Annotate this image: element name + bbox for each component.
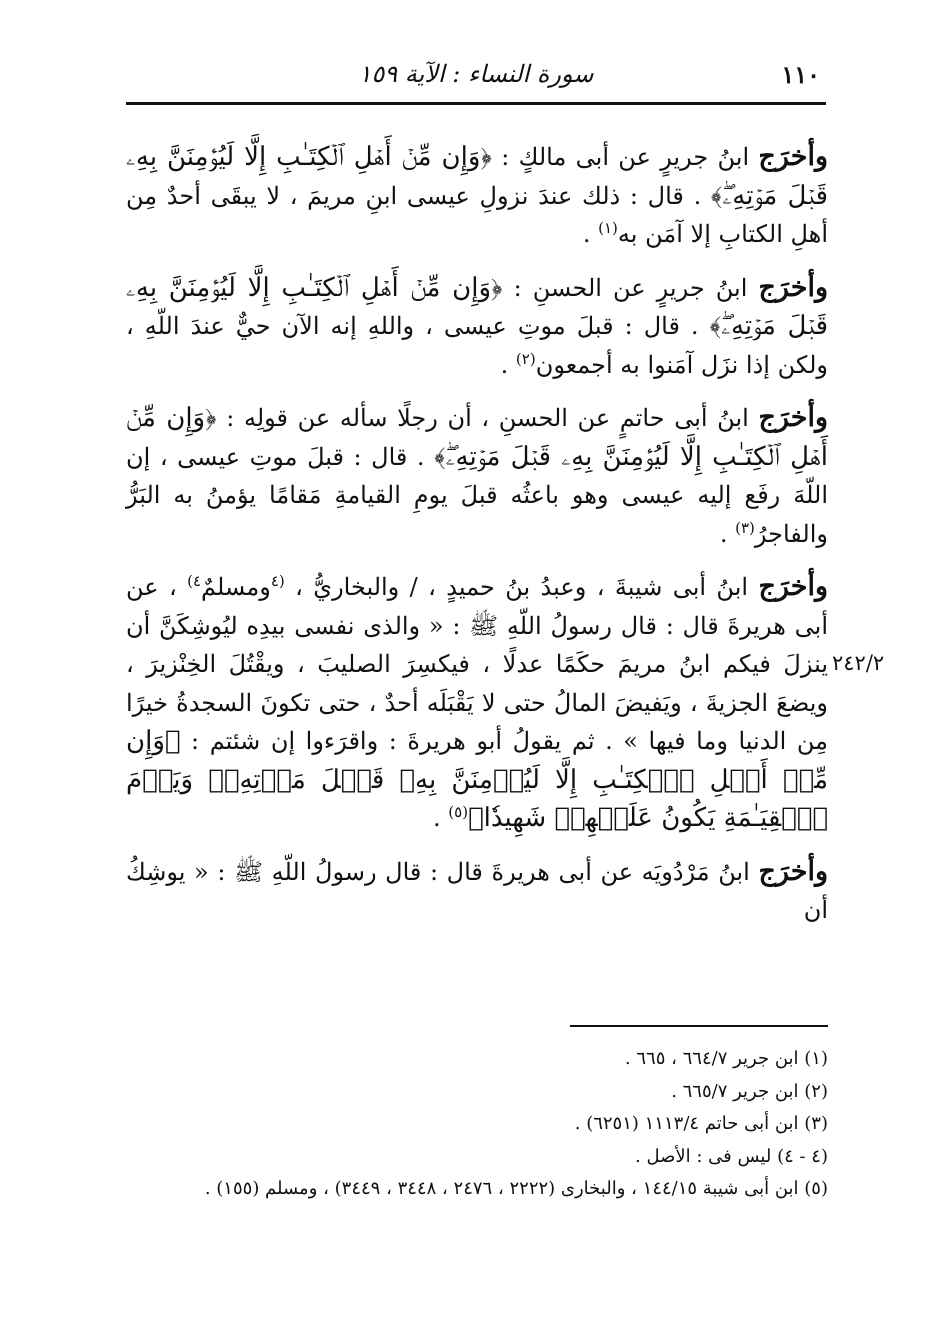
paragraph-lead: وأخرَج [758,271,828,303]
footnote-4: (٤ - ٤) ليس فى : الأصل . [635,1145,828,1167]
header-title: سورة النساء : الآية ١٥٩ [358,60,594,88]
paragraph-1 [126,138,828,254]
paragraph-end: . [433,804,449,832]
body-text [126,138,828,945]
footnote-reference: (٤ [270,572,285,590]
quran-verse: ﴿وَإِن مِّنۡ أَهۡلِ ٱلۡكِتَـٰبِ إِلَّا لَيُؤۡمِنَنَّ بِهِۦ قَبۡلَ مَوۡتِهِۦۖ﴾ [126,272,828,341]
paragraph-text: ومسلمٌ [201,573,271,601]
footnote-1: (١) ابن جرير ٦٦٤/٧ ، ٦٦٥ . [624,1048,828,1069]
footnote-2: (٢) ابن جرير ٦٦٥/٧ . [671,1080,828,1102]
footnote-reference: (٥) [448,803,469,821]
paragraph-text: . قال : قبلَ موتِ عيسى ، واللهِ إنه الآن حيٌّ عندَ اللّهِ ، ولكن إذا نزَل آمَنوا به أجمعون [126,312,828,379]
quran-verse: ﴿وَإِن مِّنۡ أَهۡلِ ٱلۡكِتَـٰبِ إِلَّا لَيُؤۡمِنَنَّ بِهِۦ قَبۡلَ مَوۡتِهِۦۖ وَيَوۡمَ ٱلۡقِيَـٰمَةِ يَكُونُ عَلَيۡهِمۡ شَهِيدٗا﴾ [126,726,828,833]
running-header [126,52,826,105]
paragraph-lead: وأخرَج [758,571,829,602]
paragraph-lead: وأخرَج [758,855,828,887]
paragraph-text: . قال : ذلك عندَ نزولِ عيسى ابنِ مريمَ ، لا يبقَى أحدٌ مِن أهلِ الكتابِ إلا آمَن به [126,181,828,248]
paragraph-text: ابنُ جريرٍ عن الحسنِ : [502,273,759,302]
footnote-5: (٥) ابن أبى شيبة ١٤٤/١٥ ، والبخارى (٢٢٢٢ ، ٢٤٧٦ ، ٣٤٤٨ ، ٣٤٤٩) ، ومسلم (١٥٥) . [204,1178,828,1199]
paragraph-text: ابنُ أبى حاتمٍ عن الحسنِ ، أن رجلًا سأله عن قولِه : [216,404,759,432]
margin-reference: ٢٤٢/٢ [832,651,885,675]
paragraph-text: ابنُ أبى شيبةَ ، وعبدُ بنُ حميدٍ ، / والبخاريُّ ، [284,573,759,601]
paragraph-end: . [719,519,736,548]
paragraph-text: ابنُ جريرٍ عن أبى مالكٍ : [491,143,759,171]
paragraph-3 [126,399,828,553]
paragraph-lead: وأخرَج [758,141,828,172]
paragraph-end: . [582,220,599,248]
quran-verse: ﴿وَإِن مِّنۡ أَهۡلِ ٱلۡكِتَـٰبِ إِلَّا لَيُؤۡمِنَنَّ بِهِۦ قَبۡلَ مَوۡتِهِۦۖ﴾ [126,142,829,211]
footnote-reference: (٢) [515,349,536,368]
footnote-reference: ٤) [187,572,202,590]
footnote-3: (٣) ابن أبى حاتم ١١١٣/٤ (٦٢٥١) . [574,1113,828,1134]
footnotes [126,1043,828,1206]
paragraph-5 [126,853,828,930]
footnote-reference: (٣) [735,518,755,537]
paragraph-lead: وأخرَج [758,402,828,433]
paragraph-text: ، عن أبى هريرةَ قال : قال رسولُ اللّهِ ﷺ : « والذى نفسى بيدِه ليُوشِكَنَّ أن ينزلَ فيكم ابنُ مريمَ حكَمًا عدلًا ، فيكسِرَ الصليبَ ، ويقْتُلَ الخِنْزيرَ ، ويضعَ الجزيةَ ، ويَفيضَ المالُ حتى لا يَقْبَلَه أحدٌ ، حتى تكونَ السجدةُ خيرًا مِن الدنيا وما فيها » . ثم يقولُ أبو هريرةَ : واقرَءوا إن شئتم : [126,573,828,755]
paragraph-4 [126,568,828,838]
footnote-divider [570,1025,828,1027]
paragraph-2 [126,269,828,385]
page-number: ١١٠ [781,60,820,89]
footnote-reference: (١) [598,219,618,237]
quran-verse: ﴿وَإِن مِّنۡ أَهۡلِ ٱلۡكِتَـٰبِ إِلَّا لَيُؤۡمِنَنَّ بِهِۦ قَبۡلَ مَوۡتِهِۦۖ﴾ [126,403,828,472]
paragraph-end: . [500,350,516,379]
paragraph-text: ابنُ مَرْدُويَه عن أبى هريرةَ قال : قال رسولُ اللّهِ ﷺ : « يوشِكُ أن [126,857,828,924]
paragraph-text: . قال : قبلَ موتِ عيسى ، إن اللّهَ رفَع إليه عيسى وهو باعثُه قبلَ يومِ القيامةِ مَقامًا يؤمنُ به البَرُّ والفاجرُ [126,442,828,548]
